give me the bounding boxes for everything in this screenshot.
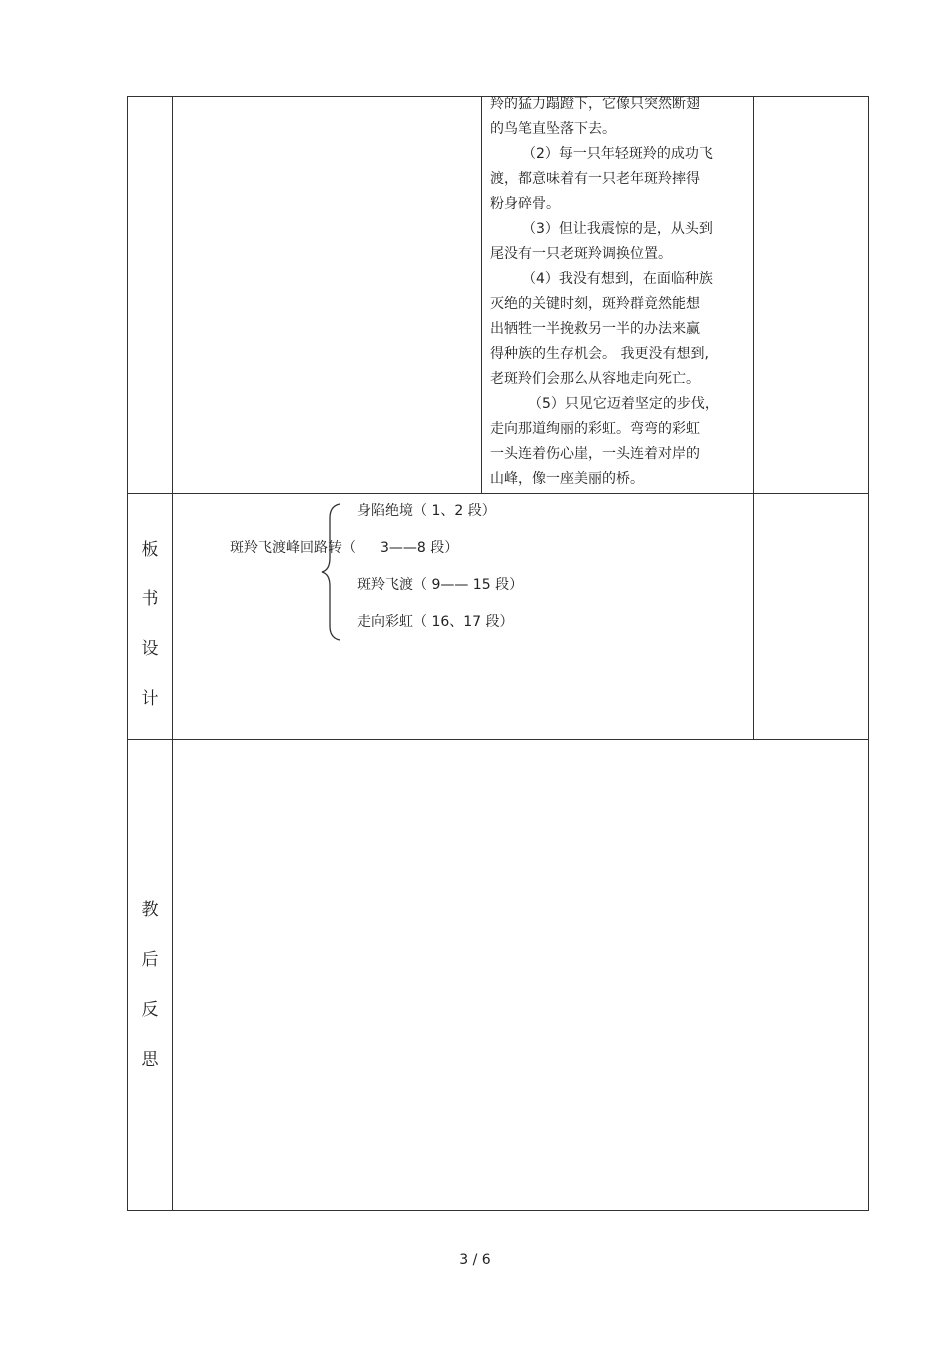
text-line: 羚的猛力蹋蹬下，它像只突然断翅 — [490, 96, 700, 112]
label-char: 教 — [141, 900, 159, 920]
content-divider-top — [481, 96, 482, 493]
label-char: 设 — [141, 639, 159, 659]
label-char: 板 — [141, 540, 159, 560]
text-line: （5）只见它迈着坚定的步伐， — [528, 396, 719, 412]
notes-column-divider — [753, 96, 754, 739]
board-item: 身陷绝境（ 1、2 段） — [357, 503, 496, 519]
text-line: （2）每一只年轻斑羚的成功飞 — [522, 146, 713, 162]
label-char: 后 — [141, 950, 159, 970]
text-line: 渡，都意味着有一只老年斑羚摔得 — [490, 171, 700, 187]
board-item: 走向彩虹（ 16、17 段） — [357, 614, 514, 630]
label-char: 计 — [141, 689, 159, 709]
text-line: 走向那道绚丽的彩虹。弯弯的彩虹 — [490, 421, 700, 437]
table-bottom-border — [127, 1210, 869, 1211]
text-line: 得种族的生存机会。 我更没有想到, — [490, 346, 709, 362]
text-line: （4）我没有想到，在面临种族 — [522, 271, 713, 287]
text-line: 尾没有一只老斑羚调换位置。 — [490, 246, 672, 262]
text-line: 一头连着伤心崖，一头连着对岸的 — [490, 446, 700, 462]
text-line: 粉身碎骨。 — [490, 196, 560, 212]
table-right-border — [868, 96, 869, 1211]
label-column-divider — [172, 96, 173, 1211]
text-line: 灭绝的关键时刻，斑羚群竟然能想 — [490, 296, 700, 312]
label-char: 反 — [141, 1000, 159, 1020]
text-line: 老斑羚们会那么从容地走向死亡。 — [490, 371, 700, 387]
label-char: 书 — [141, 589, 159, 609]
row-divider-1 — [127, 493, 869, 494]
board-item: 3——8 段） — [380, 540, 459, 556]
text-line: 山峰，像一座美丽的桥。 — [490, 471, 644, 487]
text-line: 的鸟笔直坠落下去。 — [490, 121, 616, 137]
board-item: 斑羚飞渡（ 9—— 15 段） — [357, 577, 524, 593]
text-line: （3）但让我震惊的是，从头到 — [522, 221, 713, 237]
text-line: 出牺牲一半挽救另一半的办法来赢 — [490, 321, 700, 337]
row-divider-2 — [127, 739, 869, 740]
page-number: 3 / 6 — [459, 1252, 491, 1268]
curly-brace-icon — [318, 502, 348, 642]
label-char: 思 — [141, 1050, 159, 1070]
board-title: 斑羚飞渡峰回路转（ — [230, 540, 356, 556]
